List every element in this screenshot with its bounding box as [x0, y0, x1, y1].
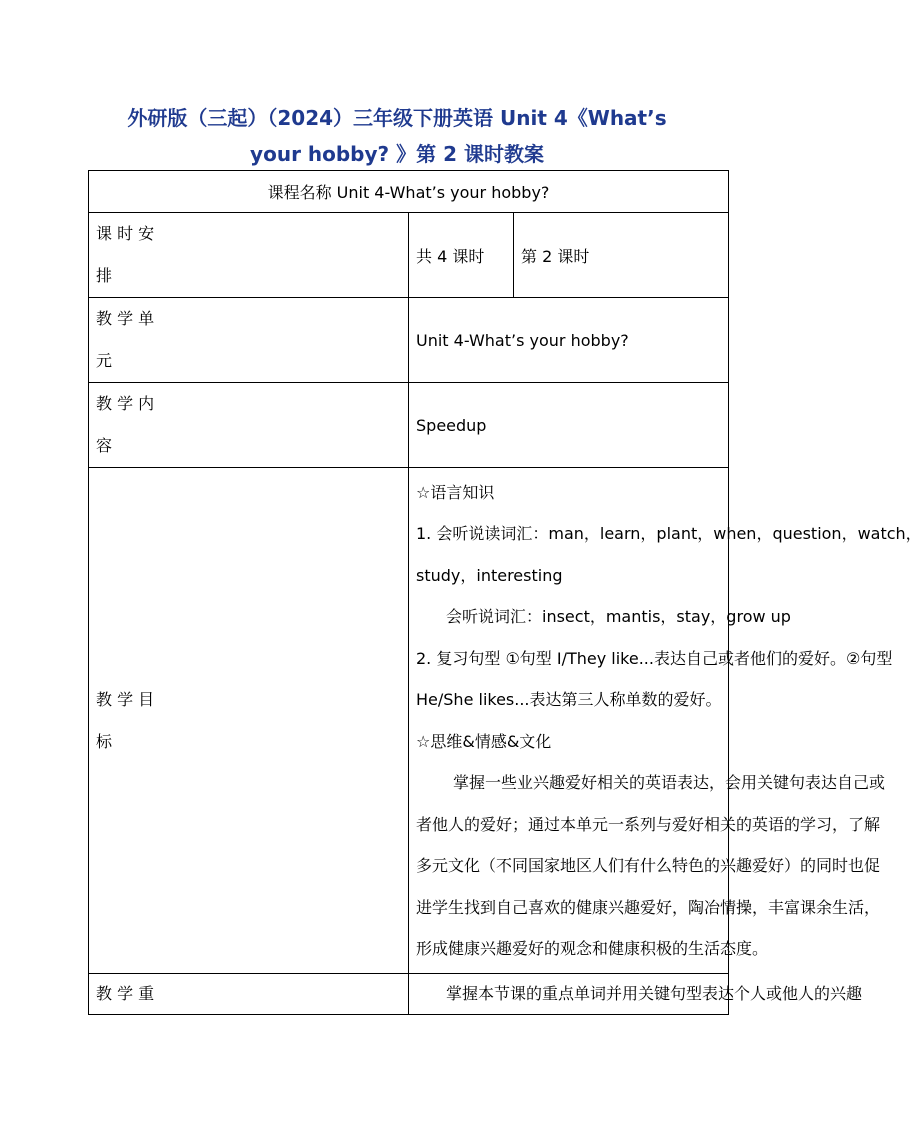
lesson-plan-table: [88, 170, 922, 1015]
goals-label-line-2: 标: [96, 731, 113, 751]
key-points-row: [89, 974, 729, 1015]
course-name-row: [89, 171, 729, 213]
content-row: [89, 383, 729, 468]
goals-label: [89, 468, 409, 974]
schedule-current: 第 2 课时: [521, 246, 590, 266]
unit-label-line-2: 元: [96, 351, 113, 370]
unit-row: [89, 298, 729, 383]
document-title: [60, 100, 734, 172]
goal-line: ☆思维&情感&文化: [416, 731, 552, 751]
goal-line: ☆语言知识: [416, 482, 495, 502]
goal-line: 1. 会听说读词汇：man，learn，plant，when，question，watch，: [416, 524, 922, 543]
content-label: [89, 383, 409, 468]
unit-label-line-1: 教 学 单: [96, 309, 155, 328]
schedule-label-line-1: 课 时 安: [96, 224, 155, 243]
goal-line: 进学生找到自己喜欢的健康兴趣爱好，陶冶情操，丰富课余生活，: [416, 897, 881, 917]
goal-line: 2. 复习句型 ①句型 I/They like...表达自己或者他们的爱好。②句型: [416, 648, 893, 668]
title-line-2: your hobby? 》第 2 课时教案: [250, 142, 544, 166]
goal-line: 多元文化（不同国家地区人们有什么特色的兴趣爱好）的同时也促: [416, 856, 881, 875]
goal-line: 形成健康兴趣爱好的观念和健康积极的生活态度。: [416, 939, 769, 958]
key-points-value: 掌握本节课的重点单词并用关键句型表达个人或他人的兴趣: [409, 974, 729, 1015]
schedule-row: [89, 213, 729, 298]
goals-content: [409, 468, 922, 974]
goals-label-line-1: 教 学 目: [96, 689, 155, 709]
unit-value: Unit 4-What’s your hobby?: [409, 298, 729, 383]
content-label-line-2: 容: [96, 436, 113, 455]
course-name-cell: 课程名称 Unit 4-What’s your hobby?: [89, 171, 729, 213]
schedule-total: 共 4 课时: [409, 213, 514, 297]
schedule-value-cell: [409, 213, 729, 298]
content-value: Speedup: [409, 383, 729, 468]
title-line-1: 外研版（三起）（2024）三年级下册英语 Unit 4《What’s: [127, 106, 667, 130]
goal-line: study，interesting: [416, 565, 563, 585]
goals-row: [89, 468, 729, 974]
schedule-label-line-2: 排: [96, 266, 113, 285]
goal-line: He/She likes...表达第三人称单数的爱好。: [416, 690, 722, 709]
goal-line: 会听说词汇：insect，mantis，stay，grow up: [446, 607, 791, 626]
schedule-label: [89, 213, 409, 298]
goal-line: 掌握一些业兴趣爱好相关的英语表达，会用关键句表达自己或: [453, 773, 886, 792]
goal-line: 者他人的爱好；通过本单元一系列与爱好相关的英语的学习，了解: [416, 814, 881, 834]
key-points-label: 教 学 重: [89, 974, 409, 1015]
unit-label: [89, 298, 409, 383]
content-label-line-1: 教 学 内: [96, 394, 155, 413]
